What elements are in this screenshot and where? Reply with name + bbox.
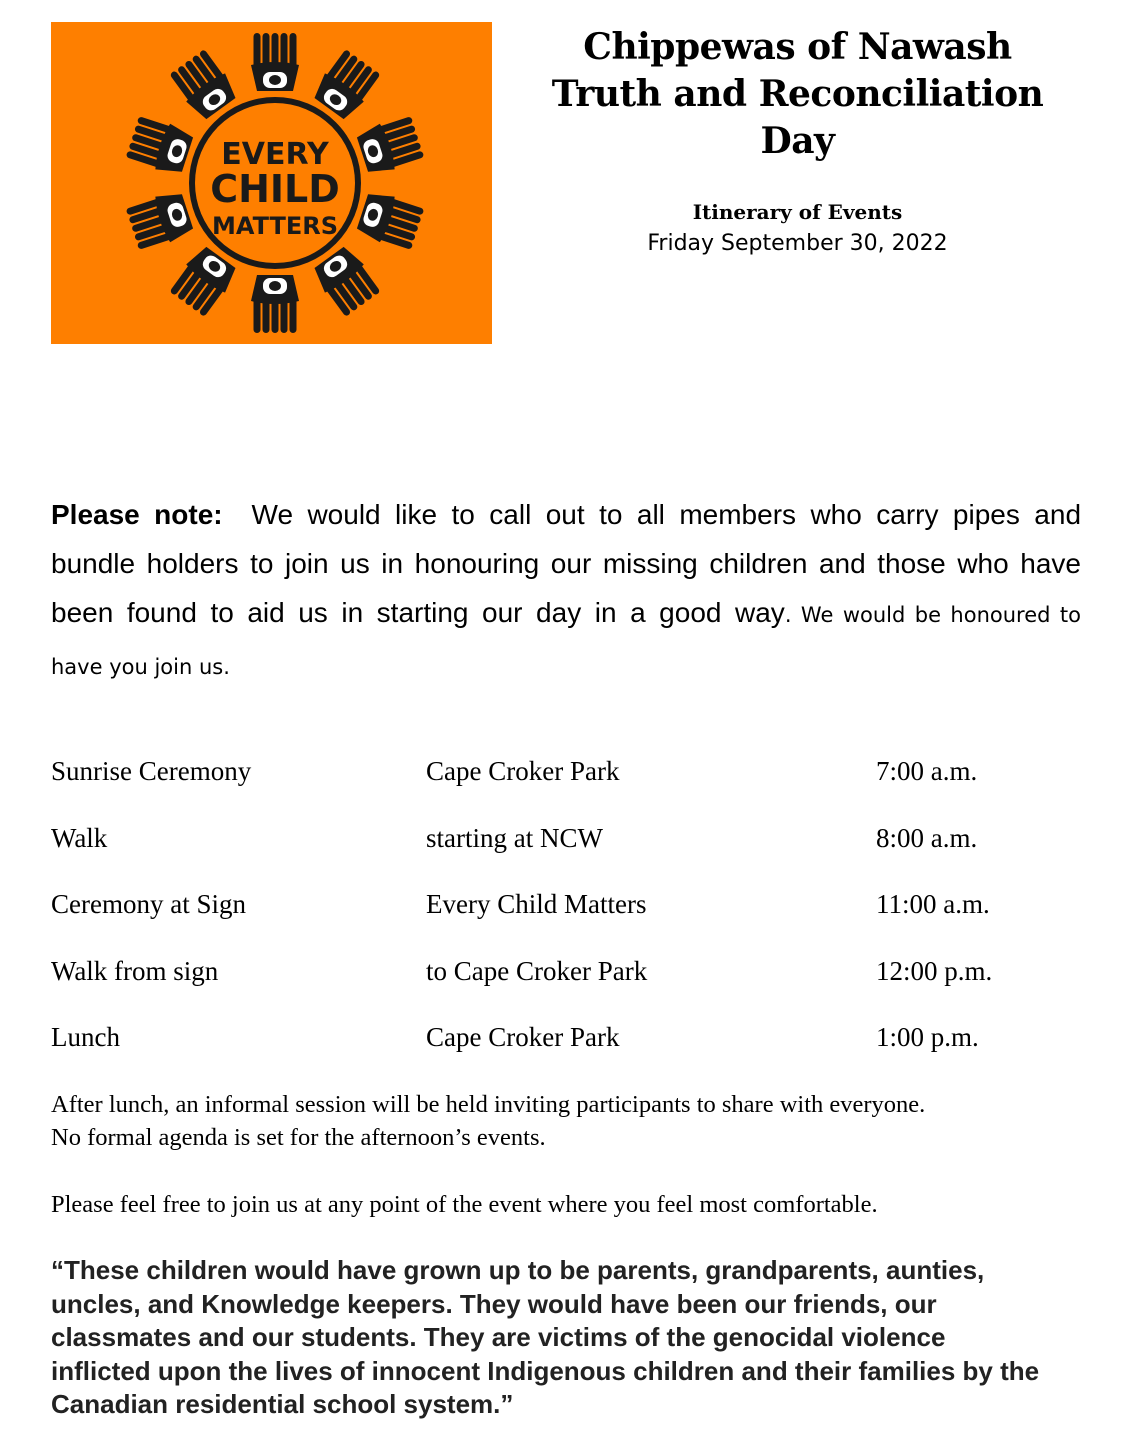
schedule-row xyxy=(51,748,1081,815)
schedule-row xyxy=(51,1014,1081,1081)
after-lunch-line-2: No formal agenda is set for the afternoon’s events. xyxy=(51,1124,546,1151)
event-date: Friday September 30, 2022 xyxy=(647,231,948,256)
event-name: Sunrise Ceremony xyxy=(51,756,252,786)
please-note-paragraph xyxy=(51,490,1081,692)
event-location: Every Child Matters xyxy=(426,889,647,919)
event-name: Walk from sign xyxy=(51,955,219,986)
schedule-table xyxy=(51,748,1081,1081)
event-time: 7:00 a.m. xyxy=(876,756,978,786)
event-location: Cape Croker Park xyxy=(426,1022,620,1052)
itinerary-subtitle: Itinerary of Events xyxy=(692,200,903,224)
event-name: Ceremony at Sign xyxy=(51,889,246,919)
note-label: Please note: xyxy=(51,499,223,530)
closing-quote: “These children would have grown up to be parents, grandparents, aunties, uncles, and Knowledge keepers. They would have been our friends, our classmates and our students. They are victims of the genocidal violence inflicted upon the lives of innocent Indigenous children and their families by the Canadian residential school system.” xyxy=(51,1255,1040,1420)
page-title xyxy=(515,24,1080,165)
event-name: Lunch xyxy=(51,1022,120,1052)
every-child-matters-emblem xyxy=(51,22,492,344)
event-location: Cape Croker Park xyxy=(426,756,620,786)
logo-text-every: EVERY xyxy=(221,137,329,172)
event-time: 11:00 a.m. xyxy=(876,889,990,919)
after-lunch-line-1: After lunch, an informal session will be held inviting participants to share with everyone. xyxy=(51,1091,926,1118)
note-body: We would like to call out to all members who carry pipes and bundle holders to join us in honouring our missing children and those who have been found to aid us in starting our day in a good way xyxy=(51,499,1082,628)
schedule-row xyxy=(51,948,1081,1015)
invite-paragraph: Please feel free to join us at any point of the event where you feel most comfortable. xyxy=(51,1191,878,1218)
note-tail: . We would be honoured to have you join us. xyxy=(51,603,1082,679)
event-time: 8:00 a.m. xyxy=(876,822,978,853)
logo-text-matters: MATTERS xyxy=(211,212,339,240)
title-line-2: Truth and Reconciliation xyxy=(551,73,1044,115)
after-lunch-paragraph xyxy=(51,1088,1091,1154)
every-child-matters-logo xyxy=(51,22,492,344)
logo-text-child: CHILD xyxy=(210,167,340,211)
event-name: Walk xyxy=(51,822,108,853)
event-location: to Cape Croker Park xyxy=(426,955,648,986)
event-time: 12:00 p.m. xyxy=(876,955,993,986)
title-line-1: Chippewas of Nawash xyxy=(583,26,1012,68)
schedule-row xyxy=(51,815,1081,882)
schedule-row xyxy=(51,881,1081,948)
event-time: 1:00 p.m. xyxy=(876,1022,979,1052)
title-line-3: Day xyxy=(760,120,835,162)
event-location: starting at NCW xyxy=(426,822,603,853)
